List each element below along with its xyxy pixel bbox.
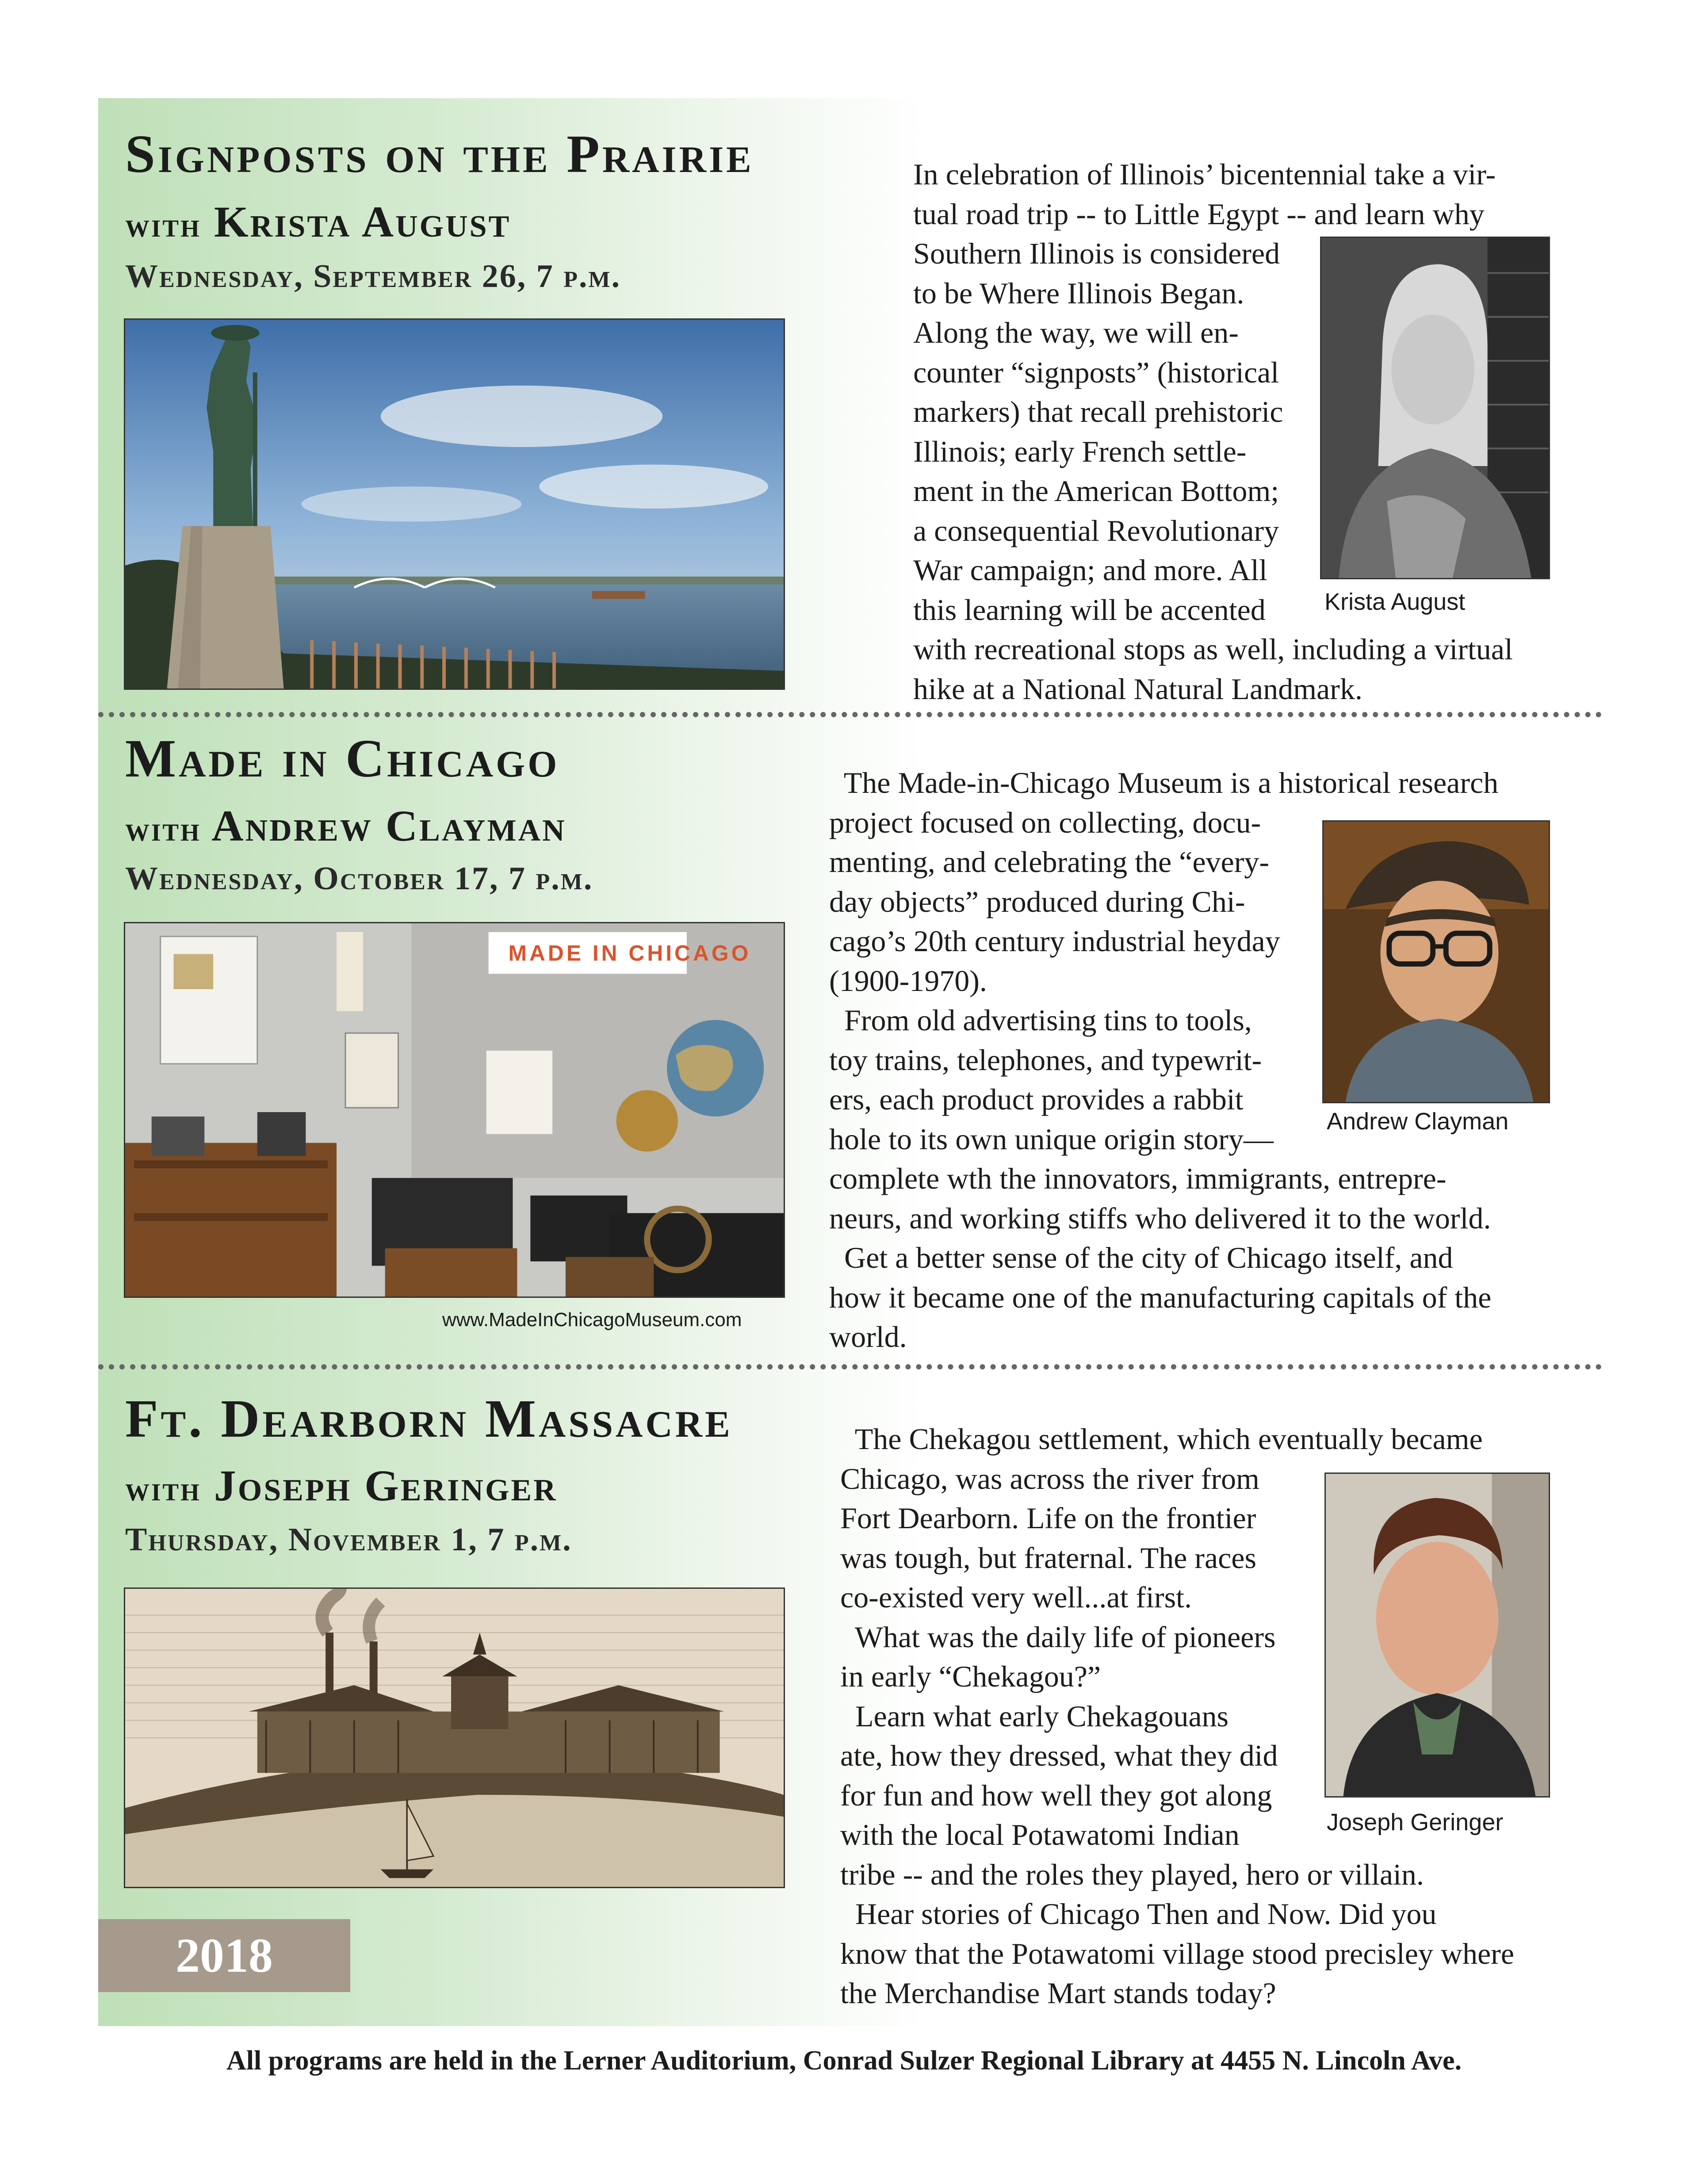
section-divider [98,712,1602,717]
program-presenter [125,801,566,850]
description-line: with recreational stops as well, including a virtual [913,632,1513,666]
andrew-clayman-portrait [1322,820,1550,1103]
photo-caption: www.MadeInChicagoMuseum.com [442,1309,742,1331]
portrait-caption: Andrew Clayman [1327,1108,1509,1135]
description-line: with the local Potawatomi Indian [840,1818,1240,1851]
description-line: to be Where Illinois Began. [913,276,1244,310]
year-text: 2018 [176,1928,273,1982]
description-line: world. [829,1320,907,1354]
description-line: ers, each product provides a rabbit [829,1082,1244,1116]
program-title: Ft. Dearborn Massacre [125,1389,733,1449]
portrait-caption: Joseph Geringer [1327,1809,1504,1836]
description-line: project focused on collecting, docu- [829,805,1261,839]
fort-dearborn-engraving [124,1587,785,1888]
description-line: know that the Potawatomi village stood precisley where [840,1936,1514,1970]
description-line: War campaign; and more. All [913,553,1267,587]
statue-river-photo [124,318,785,690]
description-line: complete wth the innovators, immigrants, entrepre- [829,1162,1447,1195]
presenter-name: Krista August [214,197,511,246]
with-label: with [125,810,201,848]
description-line: In celebration of Illinois’ bicentennial take a vir- [913,157,1496,191]
description-line: menting, and celebrating the “every- [829,845,1269,879]
program-title: Made in Chicago [125,729,560,788]
description-line: cago’s 20th century industrial heyday [829,924,1280,958]
description-line: day objects” produced during Chi- [829,884,1245,918]
description-line: for fun and how well they got along [840,1778,1272,1812]
description-line: Chicago, was across the river from [840,1461,1259,1496]
description-line: The Chekagou settlement, which eventually became [840,1422,1483,1456]
description-line: What was the daily life of pioneers [840,1620,1276,1654]
krista-august-portrait [1320,237,1550,579]
description-line: Fort Dearborn. Life on the frontier [840,1501,1256,1535]
description-line: counter “signposts” (historical [913,355,1279,389]
description-line: in early “Chekagou?” [840,1660,1101,1693]
description-line: Learn what early Chekagouans [840,1699,1229,1733]
description-line: From old advertising tins to tools, [829,1003,1252,1037]
description-line: hike at a National Natural Landmark. [913,672,1363,706]
description-line: neurs, and working stiffs who delivered it to the world. [829,1201,1491,1235]
with-label: with [125,206,201,244]
with-label: with [125,1469,201,1508]
description-line: Illinois; early French settle- [913,434,1247,468]
description-line: was tough, but fraternal. The races [840,1541,1256,1575]
program-datetime: Wednesday, September 26, 7 p.m. [125,258,621,295]
museum-exhibit-photo [124,922,785,1298]
description-line: the Merchandise Mart stands today? [840,1976,1276,2010]
joseph-geringer-portrait [1324,1473,1550,1798]
description-line: a consequential Revolutionary [913,513,1279,547]
program-presenter [125,197,511,246]
description-line: tual road trip -- to Little Egypt -- and learn why [913,197,1485,231]
description-line: co-existed very well...at first. [840,1580,1192,1614]
program-presenter [125,1461,558,1510]
description-line: ate, how they dressed, what they did [840,1739,1278,1772]
description-line: The Made-in-Chicago Museum is a historical research [829,766,1499,799]
description-line: Southern Illinois is considered [913,237,1280,270]
description-line: this learning will be accented [913,593,1266,627]
description-line: toy trains, telephones, and typewrit- [829,1043,1262,1077]
portrait-caption: Krista August [1324,589,1466,615]
program-datetime: Thursday, November 1, 7 p.m. [125,1522,572,1558]
description-line: Along the way, we will en- [913,316,1239,349]
description-line: how it became one of the manufacturing capitals of the [829,1280,1492,1314]
description-line: hole to its own unique origin story— [829,1122,1274,1156]
description-line: ment in the American Bottom; [913,474,1279,508]
program-title: Signposts on the Prairie [125,124,754,184]
venue-footer: All programs are held in the Lerner Auditorium, Conrad Sulzer Regional Library at 4455 N. Lincoln Ave. [226,2046,1462,2076]
year-badge [98,1919,350,1992]
presenter-name: Andrew Clayman [211,801,566,850]
description-line: (1900-1970). [829,964,987,998]
description-line: Hear stories of Chicago Then and Now. Did you [840,1897,1437,1931]
museum-sign-text: MADE IN CHICAGO [508,941,751,966]
section-divider [98,1364,1602,1369]
program-datetime: Wednesday, October 17, 7 p.m. [125,861,593,897]
description-line: Get a better sense of the city of Chicago itself, and [829,1241,1453,1274]
description-line: tribe -- and the roles they played, hero or villain. [840,1857,1424,1891]
description-line: markers) that recall prehistoric [913,395,1283,428]
presenter-name: Joseph Geringer [214,1461,558,1510]
